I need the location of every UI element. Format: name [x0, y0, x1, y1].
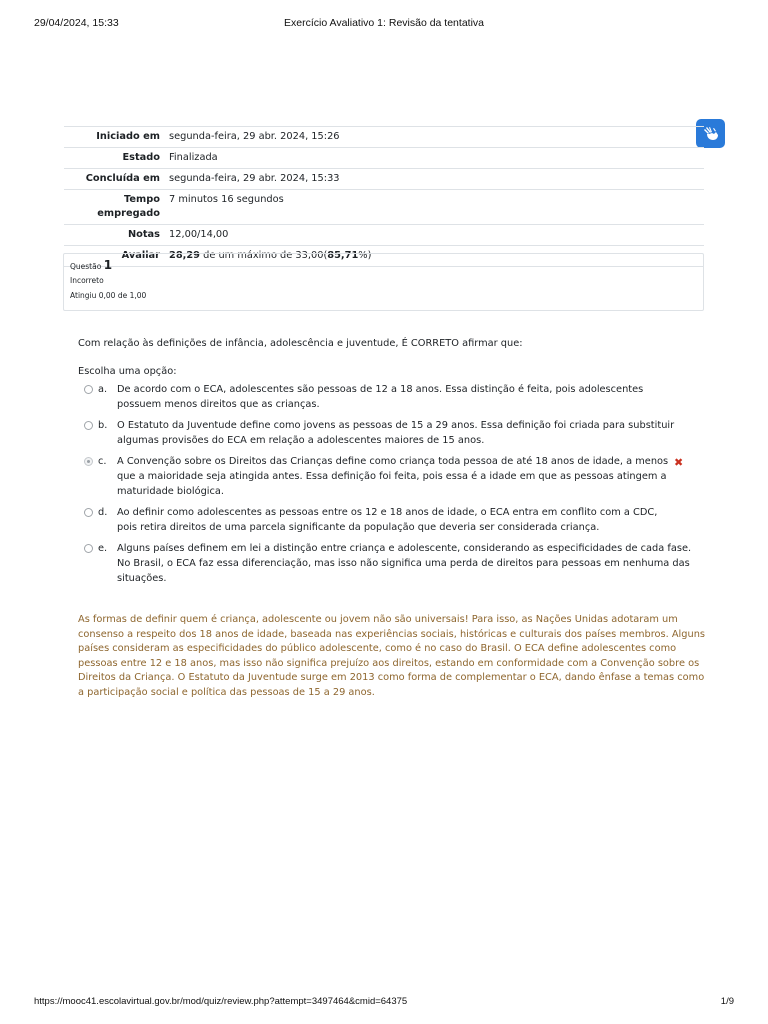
- summary-value: Finalizada: [169, 152, 218, 163]
- summary-value: segunda-feira, 29 abr. 2024, 15:26: [169, 131, 340, 142]
- summary-row-state: [64, 148, 704, 169]
- answer-option-a[interactable]: [82, 382, 702, 412]
- summary-row-completed: [64, 169, 704, 190]
- option-letter: e.: [98, 543, 108, 554]
- incorrect-x-icon: ✖: [674, 456, 684, 469]
- question-text: Com relação às definições de infância, adolescência e juventude, É CORRETO afirmar que:: [78, 338, 523, 349]
- question-number: 1: [103, 258, 113, 272]
- grade-percent: 85,71: [327, 250, 359, 261]
- summary-label: Concluída em: [85, 173, 160, 184]
- question-grade: Atingiu 0,00 de 1,00: [70, 291, 147, 300]
- question-state: Incorreto: [70, 276, 104, 285]
- print-page-number: 1/9: [720, 996, 734, 1007]
- question-info-box: [63, 253, 704, 311]
- summary-label: Estado: [122, 152, 160, 163]
- answer-option-d[interactable]: [82, 505, 702, 535]
- summary-row-marks: [64, 225, 704, 246]
- option-text: O Estatuto da Juventude define como jovens as pessoas de 15 a 29 anos. Essa definição foi criada para substituir algumas provisões do ECA em relação a adolescentes maiores de 15 anos.: [117, 420, 675, 446]
- summary-label: Notas: [127, 229, 160, 240]
- answer-option-b[interactable]: [82, 418, 702, 448]
- attempt-summary-table: [64, 126, 704, 267]
- option-text: A Convenção sobre os Direitos das Crianças define como criança toda pessoa de até 18 anos de idade, a menos que a maioridade seja atingida antes. Essa definição foi feita, pois essa é a idade em que as pessoas atingem a maturidade biológica.: [117, 456, 669, 497]
- print-url: https://mooc41.escolavirtual.gov.br/mod/quiz/review.php?attempt=3497464&cmid=64375: [34, 996, 408, 1007]
- answer-prompt: Escolha uma opção:: [78, 366, 177, 377]
- option-text: Ao definir como adolescentes as pessoas entre os 12 e 18 anos de idade, o ECA entra em conflito com a CDC, pois retira direitos de uma parcela significante da população que deveria ser considerada criança.: [117, 507, 658, 533]
- grade-score: 28,29: [169, 250, 200, 261]
- question-label: Questão: [70, 262, 102, 271]
- print-page-title: Exercício Avaliativo 1: Revisão da tentativa: [284, 17, 484, 29]
- radio-button[interactable]: [84, 508, 93, 517]
- print-header: [34, 17, 734, 31]
- summary-value: 12,00/14,00: [169, 229, 229, 240]
- option-text: Alguns países definem em lei a distinção entre criança e adolescente, considerando as especificidades de cada fase. No Brasil, o ECA faz essa diferenciação, mas isso não significa uma perda de direitos para pessoas em nenhuma das situações.: [117, 543, 692, 584]
- option-letter: c.: [98, 456, 107, 467]
- question-number-line: [70, 259, 697, 273]
- summary-label: Iniciado em: [96, 131, 160, 142]
- radio-button-selected[interactable]: [84, 457, 93, 466]
- option-letter: b.: [98, 420, 108, 431]
- answer-option-e[interactable]: [82, 541, 702, 586]
- answer-options: [82, 382, 702, 592]
- summary-label: Avaliar: [121, 250, 160, 261]
- general-feedback: As formas de definir quem é criança, adolescente ou jovem não são universais! Para isso, as Nações Unidas adotaram um consenso a respeito dos 18 anos de idade, baseada nas experiências sociais, históricas e culturais dos países membros. Alguns países consideram as especificidades do público adolescente, como é no caso do Brasil. O ECA define adolescentes como pessoas entre 12 e 18 anos, mas isso não significa prejuízo aos direitos, estando em conformidade com a Convenção sobre os Direitos da Criança. O Estatuto da Juventude surge em 2013 como forma de complementar o ECA, dando ênfase a temas como a participação social e política das pessoas de 15 a 29 anos.: [78, 614, 706, 698]
- summary-row-started: [64, 127, 704, 148]
- accessibility-hands-icon: [702, 125, 720, 143]
- print-footer: [34, 996, 734, 1010]
- summary-label: Tempo empregado: [97, 194, 160, 219]
- option-letter: a.: [98, 384, 108, 395]
- grade-end-text: %): [358, 250, 372, 261]
- option-text: De acordo com o ECA, adolescentes são pessoas de 12 a 18 anos. Essa distinção é feita, pois adolescentes possuem menos direitos que as crianças.: [117, 384, 644, 410]
- answer-option-c[interactable]: [82, 454, 702, 499]
- summary-value: segunda-feira, 29 abr. 2024, 15:33: [169, 173, 340, 184]
- print-datetime: 29/04/2024, 15:33: [34, 17, 119, 29]
- summary-row-time-taken: [64, 190, 704, 225]
- radio-button[interactable]: [84, 544, 93, 553]
- option-letter: d.: [98, 507, 108, 518]
- grade-mid-text: de um máximo de 33,00(: [200, 250, 328, 261]
- summary-value: 7 minutos 16 segundos: [169, 194, 284, 205]
- radio-button[interactable]: [84, 421, 93, 430]
- radio-button[interactable]: [84, 385, 93, 394]
